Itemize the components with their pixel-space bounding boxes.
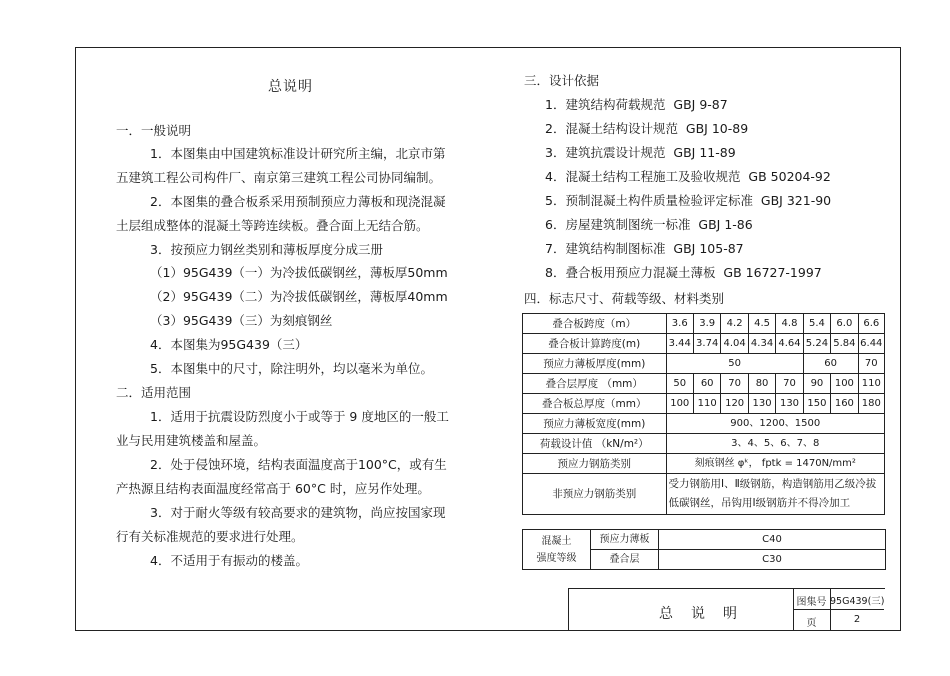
table-row (523, 474, 885, 515)
table-row (523, 374, 885, 394)
table-cell: C30 (659, 550, 886, 570)
section-heading-design-basis: 三．设计依据 (524, 73, 600, 88)
table-cell: 100 (831, 374, 858, 394)
paragraph-line: 1．适用于抗震设防烈度小于或等于 9 度地区的一般工 (150, 409, 449, 424)
table-cell: 3.6 (666, 314, 693, 334)
paragraph-line: 五建筑工程公司构件厂、南京第三建筑工程公司协同编制。 (116, 170, 442, 185)
table-cell: 900、1200、1500 (666, 414, 884, 434)
atlas-label: 图集号 (796, 597, 827, 608)
paragraph-line: 3．按预应力钢丝类别和薄板厚度分成三册 (150, 242, 383, 257)
title-block-name: 总 说 明 (659, 606, 739, 622)
table-cell: 60 (803, 354, 858, 374)
table-cell: 150 (803, 394, 830, 414)
spec-table (522, 313, 885, 515)
paragraph-line: 业与民用建筑楼盖和屋盖。 (116, 433, 267, 448)
table-cell: 6.44 (858, 334, 884, 354)
table-cell: 120 (721, 394, 748, 414)
section-heading-specs: 四．标志尺寸、荷载等级、材料类别 (524, 291, 725, 306)
concrete-grade-table (522, 529, 886, 570)
table-cell: 6.6 (858, 314, 884, 334)
table-cell: 5.84 (831, 334, 858, 354)
table-cell: 80 (748, 374, 775, 394)
table-cell: 刻痕钢丝 φᵏ， fptk = 1470N/mm² (666, 454, 884, 474)
spec-list-item: 2．混凝土结构设计规范 GBJ 10-89 (545, 121, 749, 136)
page-title: 总说明 (268, 79, 313, 95)
table-cell: 5.4 (803, 314, 830, 334)
spec-list-item: 3．建筑抗震设计规范 GBJ 11-89 (545, 145, 736, 160)
row-sublabel: 叠合层 (591, 550, 659, 570)
list-item: （2）95G439（二）为冷拔低碳钢丝，薄板厚40mm (150, 289, 448, 304)
page-label: 页 (806, 618, 817, 629)
table-cell: 4.5 (748, 314, 775, 334)
table-cell: 受力钢筋用Ⅰ、Ⅱ级钢筋，构造钢筋用乙级冷拔低碳钢丝，吊钩用Ⅰ级钢筋并不得冷加工 (666, 474, 884, 515)
table-cell: 4.34 (748, 334, 775, 354)
table-cell: 70 (721, 374, 748, 394)
table-cell: 50 (666, 374, 693, 394)
spec-list-item: 4．混凝土结构工程施工及验收规范 GB 50204-92 (545, 169, 831, 184)
table-row (523, 530, 886, 550)
spec-list-item: 6．房屋建筑制图统一标准 GBJ 1-86 (545, 217, 753, 232)
paragraph-line: 土层组成整体的混凝土等跨连续板。叠合面上无结合筋。 (116, 218, 429, 233)
table-cell: 4.2 (721, 314, 748, 334)
table-cell: 70 (776, 374, 803, 394)
atlas-number: 95G439(三) (830, 596, 885, 607)
table-cell: 3.9 (693, 314, 720, 334)
table-row (523, 414, 885, 434)
table-cell: 110 (693, 394, 720, 414)
table-cell: 6.0 (831, 314, 858, 334)
table-cell: 160 (831, 394, 858, 414)
table-cell: 90 (803, 374, 830, 394)
table-cell: 110 (858, 374, 884, 394)
section-heading-scope: 二．适用范围 (116, 385, 192, 400)
spec-list-item: 7．建筑结构制图标准 GBJ 105-87 (545, 241, 744, 256)
row-label: 混凝土 强度等级 (523, 530, 591, 570)
table-cell: 130 (776, 394, 803, 414)
table-cell: 4.64 (776, 334, 803, 354)
list-item: （3）95G439（三）为刻痕钢丝 (150, 313, 333, 328)
row-label: 叠合板跨度（m） (523, 314, 667, 334)
row-label: 预应力薄板厚度(mm) (523, 354, 667, 374)
paragraph-line: 2．本图集的叠合板系采用预制预应力薄板和现浇混凝 (150, 194, 446, 209)
table-cell: 50 (666, 354, 803, 374)
row-label: 叠合层厚度 （mm） (523, 374, 667, 394)
row-sublabel: 预应力薄板 (591, 530, 659, 550)
table-cell: 180 (858, 394, 884, 414)
table-cell: 3.74 (693, 334, 720, 354)
list-item: （1）95G439（一）为冷拔低碳钢丝，薄板厚50mm (150, 265, 448, 280)
row-label: 预应力薄板宽度(mm) (523, 414, 667, 434)
table-cell: 4.04 (721, 334, 748, 354)
table-cell: 3.44 (666, 334, 693, 354)
paragraph-line: 5．本图集中的尺寸，除注明外，均以毫米为单位。 (150, 361, 433, 376)
paragraph-line: 产热源且结构表面温度经常高于 60°C 时，应另作处理。 (116, 481, 430, 496)
paragraph-line: 4．不适用于有振动的楼盖。 (150, 553, 308, 568)
paragraph-line: 2．处于侵蚀环境，结构表面温度高于100°C，或有生 (150, 457, 447, 472)
table-row (523, 314, 885, 334)
row-label: 荷载设计值 （kN/m²） (523, 434, 667, 454)
row-label: 预应力钢筋类别 (523, 454, 667, 474)
table-row (523, 394, 885, 414)
paragraph-line: 3．对于耐火等级有较高要求的建筑物，尚应按国家现 (150, 505, 446, 520)
table-row (523, 434, 885, 454)
row-label: 叠合板计算跨度(m) (523, 334, 667, 354)
spec-list-item: 8．叠合板用预应力混凝土薄板 GB 16727-1997 (545, 265, 822, 280)
paragraph-line: 行有关标准规范的要求进行处理。 (116, 529, 304, 544)
table-row (523, 334, 885, 354)
paragraph-line: 4．本图集为95G439（三） (150, 337, 308, 352)
row-label: 非预应力钢筋类别 (523, 474, 667, 515)
paragraph-line: 1．本图集由中国建筑标准设计研究所主编，北京市第 (150, 146, 446, 161)
section-heading-general: 一．一般说明 (116, 123, 192, 138)
row-label: 叠合板总厚度（mm） (523, 394, 667, 414)
table-cell: 130 (748, 394, 775, 414)
table-cell: 100 (666, 394, 693, 414)
table-cell: 60 (693, 374, 720, 394)
table-cell: 5.24 (803, 334, 830, 354)
title-block (568, 588, 885, 631)
table-cell: 3、4、5、6、7、8 (666, 434, 884, 454)
table-cell: 70 (858, 354, 884, 374)
table-row (523, 454, 885, 474)
table-cell: C40 (659, 530, 886, 550)
page-number: 2 (853, 614, 861, 625)
spec-list-item: 1．建筑结构荷载规范 GBJ 9-87 (545, 97, 728, 112)
table-cell: 4.8 (776, 314, 803, 334)
spec-list-item: 5．预制混凝土构件质量检验评定标准 GBJ 321-90 (545, 193, 832, 208)
table-row (523, 354, 885, 374)
